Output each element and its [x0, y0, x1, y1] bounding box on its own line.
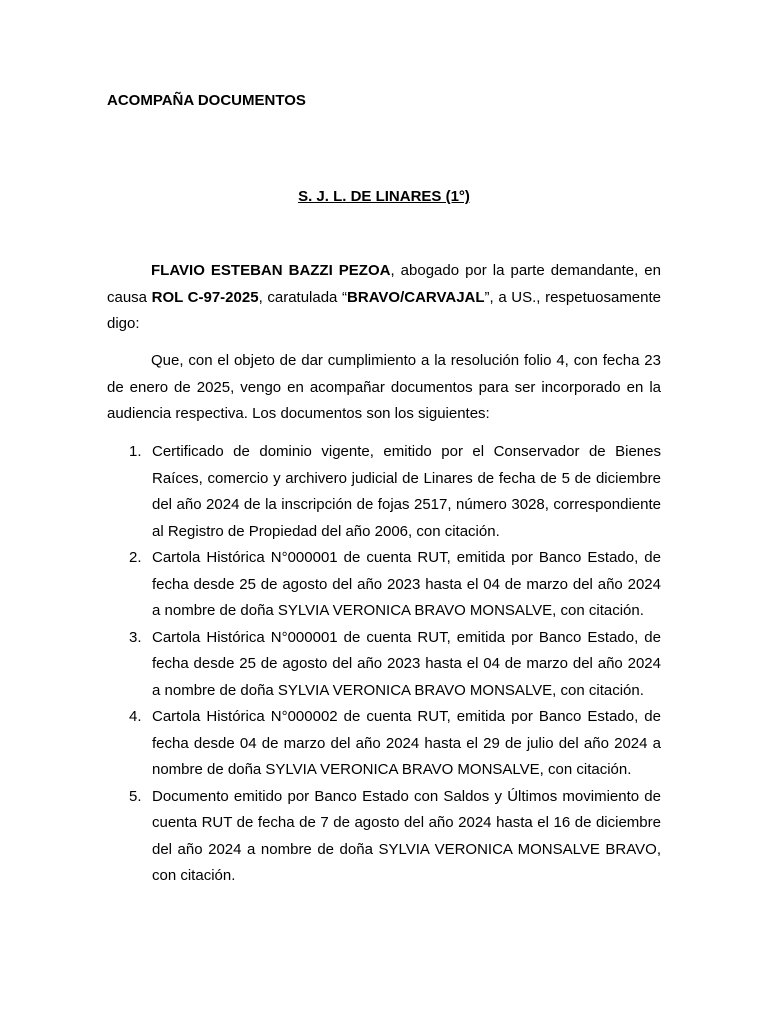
intro-text-2: , caratulada “ — [258, 288, 348, 306]
list-item-text: Cartola Histórica N°000001 de cuenta RUT, emitida por Banco Estado, de fecha desde 25 de agosto del año 2023 hasta el 04 de marzo del año 2024 a nombre de doña SYLVIA VERONICA BRAVO MONSALVE, con citación. — [152, 549, 661, 619]
lawyer-name: FLAVIO ESTEBAN BAZZI PEZOA — [151, 262, 391, 279]
body-paragraph: Que, con el objeto de dar cumplimiento a la resolución folio 4, con fecha 23 de enero de 2025, vengo en acompañar documentos para ser incorporado en la audiencia respectiva. Los documentos son los siguientes: — [107, 352, 661, 422]
intro-text-3: ”, a US., respetuosamente digo: — [107, 288, 662, 332]
list-item — [107, 704, 661, 784]
list-item-number: 1. — [129, 443, 142, 460]
list-item-text: Cartola Histórica N°000001 de cuenta RUT, emitida por Banco Estado, de fecha desde 25 de agosto del año 2023 hasta el 04 de marzo del año 2024 a nombre de doña SYLVIA VERONICA BRAVO MONSALVE, con citación. — [152, 628, 661, 699]
case-caratula: BRAVO/CARVAJAL — [347, 288, 485, 306]
documents-list — [107, 439, 661, 890]
list-item — [107, 439, 661, 545]
document-heading: ACOMPAÑA DOCUMENTOS — [107, 92, 306, 109]
intro-text-1: , abogado por la parte demandante, en causa — [107, 262, 661, 306]
list-item-text: Documento emitido por Banco Estado con Saldos y Últimos movimiento de cuenta RUT de fecha de 7 de agosto del año 2024 hasta el 16 de diciembre del año 2024 a nombre de doña SYLVIA VERONICA MONSALVE BRAVO, con citación. — [152, 787, 661, 884]
list-item-number: 5. — [129, 787, 142, 805]
intro-paragraph — [107, 258, 661, 338]
case-rol: ROL C-97-2025 — [151, 288, 259, 306]
list-item — [107, 545, 661, 625]
list-item — [107, 625, 661, 705]
court-title: S. J. L. DE LINARES (1°) — [298, 188, 470, 205]
list-item — [107, 784, 661, 890]
list-item-number: 2. — [129, 549, 142, 566]
list-item-text: Cartola Histórica N°000002 de cuenta RUT, emitida por Banco Estado, de fecha desde 04 de marzo del año 2024 hasta el 29 de julio del año 2024 a nombre de doña SYLVIA VERONICA BRAVO MONSALVE, con citación. — [152, 708, 661, 778]
list-item-number: 3. — [129, 628, 142, 646]
list-item-number: 4. — [129, 708, 142, 725]
list-item-text: Certificado de dominio vigente, emitido por el Conservador de Bienes Raíces, comercio y archivero judicial de Linares de fecha de 5 de diciembre del año 2024 de la inscripción de fojas 2517, número 3028, correspondiente al Registro de Propiedad del año 2006, con citación. — [152, 443, 661, 540]
